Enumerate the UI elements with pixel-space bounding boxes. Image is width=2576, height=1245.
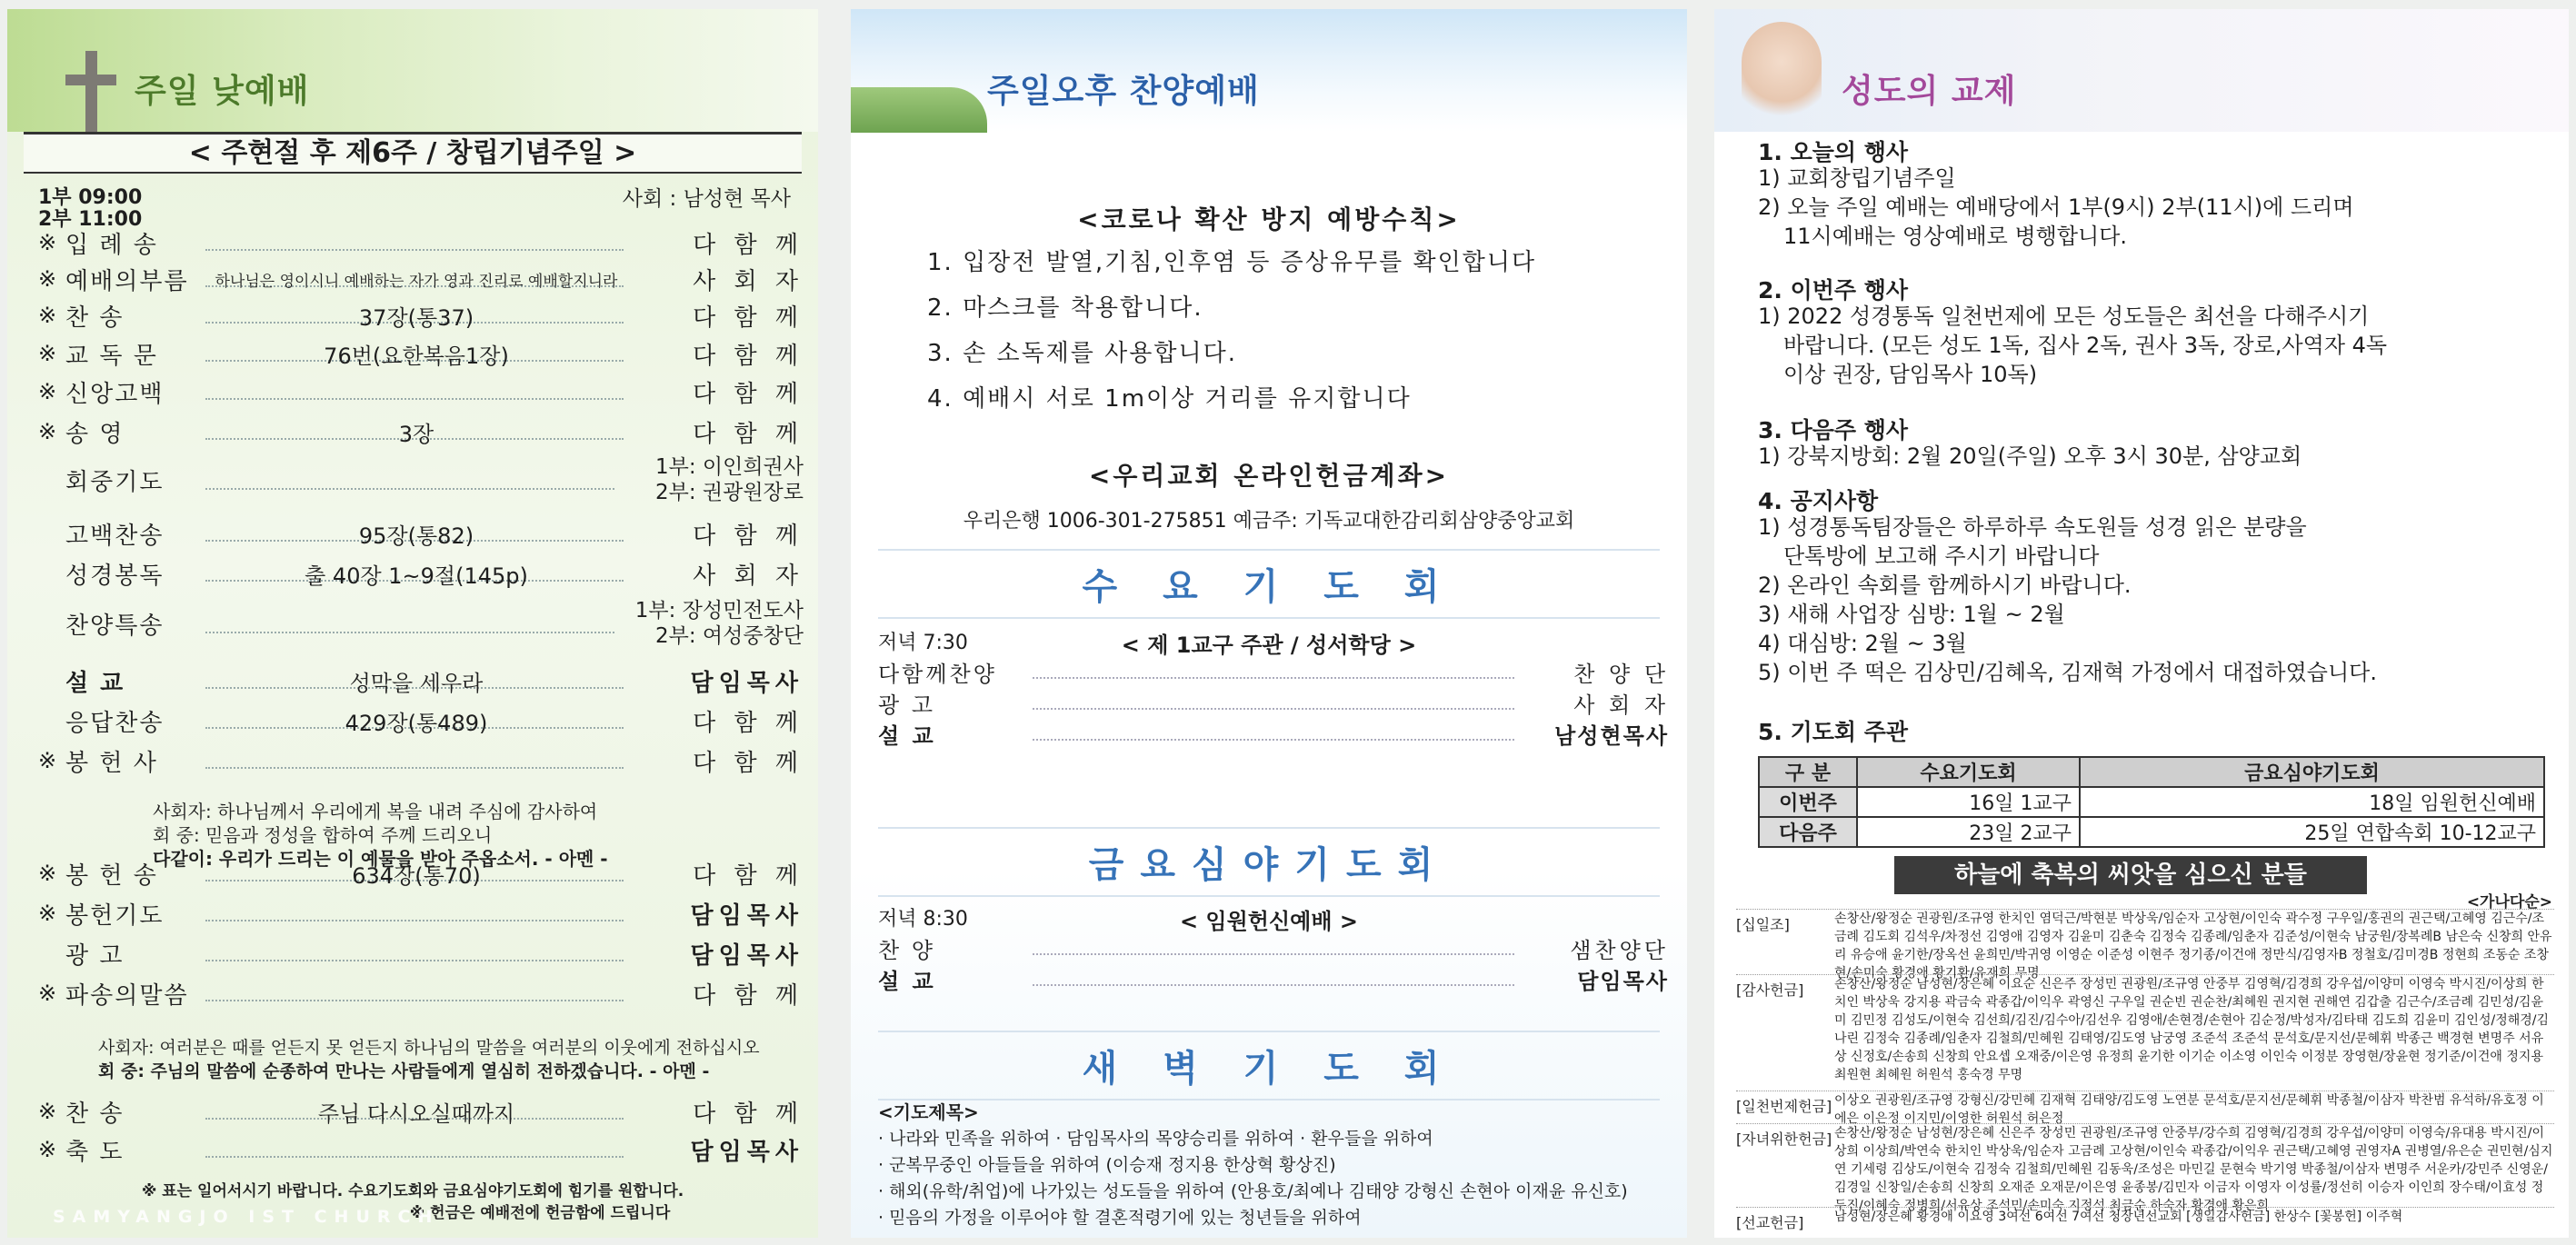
order-item-leader: 사 회 자 — [693, 562, 804, 590]
order-row — [38, 662, 804, 700]
afternoon-worship-panel — [851, 9, 1687, 1238]
order-item-name: 설 교 — [65, 669, 125, 697]
order-item-name: 축 도 — [65, 1138, 125, 1166]
order-item-name: 신앙고백 — [65, 380, 165, 408]
order-row — [38, 224, 804, 262]
order-row — [38, 702, 804, 740]
stand-mark: ※ — [38, 1099, 57, 1124]
order-item-name: 성경봉독 — [65, 562, 165, 590]
friday-prayer-title: 금요심야기도회 — [878, 827, 1660, 897]
prayer-topics: <기도제목> · 나라와 민족을 위하여 · 담임목사의 목양승리를 위하여 · 환우들을 위하여 · 군복무중인 아들들을 위하여 (이승재 정지용 한상혁 황상진) · 해외(유학/취업)에 나가있는 성도들을 위하여 (안용호/최예나 김태양 강형신 손현아 이재윤 유신호) · 믿음의 가정을 이루어야 할 결혼적령기에 있는 청년들을 위하여 — [878, 1101, 1628, 1228]
order-row — [38, 413, 804, 451]
friday-row: 설 교 담임목사 — [878, 968, 1669, 994]
order-row — [38, 598, 804, 649]
order-item-name: 입 례 송 — [65, 231, 158, 259]
order-row — [38, 514, 804, 553]
order-item-name: 봉헌기도 — [65, 901, 165, 930]
order-row — [38, 554, 804, 593]
order-item-name: 파송의말씀 — [65, 981, 189, 1010]
order-item-leader: 다 함 께 — [693, 304, 804, 332]
offering-category: [선교헌금] — [1736, 1214, 1804, 1231]
order-item-name: 찬 송 — [65, 304, 125, 332]
account-info: 우리은행 1006-301-275851 예금주: 기독교대한감리회삼양중앙교회 — [963, 510, 1575, 533]
order-item-leader: 다 함 께 — [693, 749, 804, 777]
stand-mark: ※ — [38, 861, 57, 886]
offering-names: 이상오 권광원/조규영 강형신/강민혜 김재혁 김태양/김도영 노연분 문석호/문지선/문혜휘 박종철/이삼자 박찬범 유석하/유호정 이에은 이은정 이지민/이영한 허원석 허은정 — [1834, 1093, 2544, 1126]
order-item-leader: 담임목사 — [690, 1138, 804, 1166]
table-header-row: 구 분 수요기도회 금요심야기도회 — [1759, 757, 2544, 787]
order-item-detail: 76번(요한복음1장) — [324, 343, 509, 369]
section-text: 1) 강북지방회: 2월 20일(주일) 오후 3시 30분, 삼양교회 — [1758, 443, 2302, 469]
offering-names: 손창산/왕정순 남성현/장은혜 이요순 신은주 장성민 권광원/조규영 안중부 김영혁/김경희 강우섭/이양미 이영숙 박시진/이상희 한치인 박상욱 강지용 곽금숙 곽종갑/이익우 곽영신 구우일 권순빈 권순찬/최혜원 권지현 권해연 김갑출 김근수/조금례 김민성/김윤미 김민정 김성도/이현숙 김선희/김진/김수아/김선우 김영애/손현경/손현아 김순정/박성자/김타태 김도희 김윤미 김인성/정해경/김나린 김정숙 김종례/임춘자 김철희/민혜원 김태영/김도영 남궁영 조준석 조준석 문석호/문지선/문혜휘 박종근 백경현 변명주 서유상 신정호/손송희 신창희 안요셉 오재중/이은영 유정희 윤기한 이기순 이소영 이인숙 이정분 장영현/장윤현 정기준/이건애 정지용 최원현 최혜원 허원석 홍숙경 무명 — [1834, 977, 2550, 1082]
stand-mark: ※ — [38, 419, 57, 444]
stand-mark: ※ — [38, 266, 57, 292]
stand-mark: ※ — [38, 341, 57, 366]
stand-mark: ※ — [38, 1137, 57, 1162]
order-row — [38, 974, 804, 1012]
section-text: 1) 2022 성경통독 일천번제에 모든 성도들은 최선을 다해주시기 바랍니다. (모든 성도 1독, 집사 2독, 권사 3독, 장로,사역자 4독 이상 권장, 담임목사 10독) — [1758, 304, 2388, 387]
section-heading: 3. 다음주 행사 — [1758, 417, 1909, 443]
order-item-name: 교 독 문 — [65, 342, 158, 370]
church-watermark: SAMYANGJO IST CHURCH — [53, 1207, 440, 1227]
friday-time: 저녁 8:30 — [878, 908, 968, 931]
order-item-name: 찬양특송 — [65, 612, 165, 640]
order-item-name: 봉 헌 송 — [65, 862, 158, 890]
order-row — [38, 1092, 804, 1130]
panel-title: 주일 낮예배 — [135, 73, 310, 110]
order-item-leader: 담임목사 — [690, 901, 804, 930]
order-item-name: 송 영 — [65, 420, 125, 448]
covid-rule: 4. 예배시 서로 1m이상 거리를 유지합니다 — [927, 385, 1412, 413]
sending-litany: 사회자: 여러분은 때를 얻든지 못 얻든지 하나님의 말씀을 여러분의 이웃에게 전하십시오 회 중: 주님의 말씀에 순종하여 만나는 사람들에게 열심히 전하겠습니다. - 아멘 - — [98, 1038, 760, 1081]
order-item-name: 예배의부름 — [65, 267, 189, 295]
order-item-leader: 1부: 이인희권사 2부: 권광원장로 — [654, 455, 804, 504]
panel-title: 주일오후 찬양예배 — [987, 73, 1260, 110]
offering-names: 손창산/왕정순 남성현/장은혜 신은주 장성민 권광원/조규영 안중부/강수희 김영혁/김경희 강우섭/이양미 이영숙/유대용 박시진/이상희 이상희/박연숙 한치인 박상욱/임순자 고금례 고상현/이인숙 곽종갑/이익우 권근택/고혜영 권영자A 권병열/유은순 권민현/심지연 기세령 김상도/이현숙 김정숙 김철희/민혜원 김동욱/조성은 마민길 문현숙 박기영 박종철/이삼자 변명주 서운카/강민주 신영운/김경일 신창일/손송희 신창희 오재준 오재문/이은영 윤종봉/김민자 이금자 이영자 이성률/정선히 이승자 이인희 장수태/이효성 정두진/이혜숙 정병희/서유상 조석민/손미숙 지정석 최금순 하숙자 황경애 황은희 — [1834, 1126, 2553, 1213]
offering-litany: 사회자: 하나님께서 우리에게 복을 내려 주심에 감사하여 회 중: 믿음과 정성을 합하여 주께 드리오니 다같이: 우리가 드리는 이 예물을 받아 주옵소서. - 아멘 - — [153, 801, 608, 870]
stand-mark: ※ — [38, 981, 57, 1006]
offering-category: [일천번제헌금] — [1736, 1098, 1832, 1115]
wednesday-prayer-title: 수 요 기 도 회 — [878, 549, 1660, 619]
wednesday-caption: < 제 1교구 주관 / 성서학당 > — [1121, 632, 1417, 658]
order-item-leader: 다 함 께 — [693, 1100, 804, 1128]
order-item-detail: 634장(통70) — [352, 862, 481, 889]
order-item-leader: 다 함 께 — [693, 981, 804, 1010]
table-row: 이번주 16일 1교구 18일 임원헌신예배 — [1759, 787, 2544, 817]
section-text: 1) 교회창립기념주일 2) 오늘 주일 예배는 예배당에서 1부(9시) 2부(11시)에 드리며 11시예배는 영상예배로 병행합니다. — [1758, 165, 2354, 249]
covid-rule: 2. 마스크를 착용합니다. — [927, 294, 1203, 322]
offering-category: [감사헌금] — [1736, 981, 1804, 999]
service-time-2: 2부 11:00 — [38, 208, 143, 231]
panel-header — [851, 9, 1687, 132]
praying-hands-image — [1742, 22, 1822, 122]
friday-caption: < 임원헌신예배 > — [1179, 909, 1359, 934]
order-item-leader: 사 회 자 — [693, 267, 804, 295]
offering-list-item — [1736, 1207, 2554, 1232]
order-row — [38, 260, 804, 298]
order-row — [38, 894, 804, 932]
order-item-leader: 다 함 께 — [693, 342, 804, 370]
account-title: <우리교회 온라인헌금계좌> — [1088, 461, 1450, 491]
order-item-leader: 다 함 께 — [693, 709, 804, 737]
order-item-name: 광 고 — [65, 941, 125, 970]
order-item-name: 찬 송 — [65, 1100, 125, 1128]
covid-title: <코로나 확산 방지 예방수칙> — [1077, 204, 1461, 234]
wednesday-row: 광 고 사 회 자 — [878, 692, 1669, 718]
order-row — [38, 373, 804, 411]
order-item-leader: 1부: 장성민전도사 2부: 여성중창단 — [634, 599, 804, 648]
order-item-detail: 3장 — [398, 421, 434, 447]
order-row — [38, 454, 804, 505]
order-row — [38, 334, 804, 373]
cross-icon — [65, 51, 116, 138]
order-item-leader: 다 함 께 — [693, 420, 804, 448]
offering-category: [십일조] — [1736, 916, 1790, 933]
offering-banner: 하늘에 축복의 씨앗을 심으신 분들 — [1894, 856, 2367, 894]
sunday-worship-panel — [7, 9, 818, 1238]
offering-list-item — [1736, 1123, 2554, 1215]
order-row — [38, 742, 804, 780]
order-item-leader: 다 함 께 — [693, 862, 804, 890]
covid-rule: 1. 입장전 발열,기침,인후염 등 증상유무를 확인합니다 — [927, 249, 1537, 276]
order-item-leader: 담임목사 — [690, 941, 804, 970]
panel-header — [7, 9, 818, 132]
order-item-detail: 37장(통37) — [358, 304, 474, 331]
section-text: 1) 성경통독팀장들은 하루하루 속도원들 성경 읽은 분량을 단톡방에 보고해 주시기 바랍니다 2) 온라인 속회를 함께하시기 바랍니다. 3) 새해 사업장 심방: 1월 ~ 2월 4) 대심방: 2월 ~ 3월 5) 이번 주 떡은 김상민/김혜옥, 김재혁 가정에서 대접하였습니다. — [1758, 514, 2377, 685]
order-item-leader: 다 함 께 — [693, 380, 804, 408]
offering-names: 손창산/왕정순 권광원/조규영 한치인 염덕근/박현분 박상욱/임순자 고상현/이인숙 곽수정 구우일/홍권의 권근택/고혜영 김근수/조금례 김도회 김석우/차정선 김영애 김영자 김윤미 김춘숙 김정숙 김종례/임춘자 김준성/이현숙 남궁원/장복례B 남은숙 신창희 안유리 유승애 윤기한/장옥선 윤희민/박귀영 이영순 이준성 이현주 정기종/이건애 정만식/김영자B 정철호/김미경B 정현희 조동순 조창현/손미숙 황경애 황기환/유재희 무명 — [1834, 911, 2552, 981]
order-row — [38, 1130, 804, 1169]
order-item-name: 봉 헌 사 — [65, 749, 158, 777]
order-item-leader: 다 함 께 — [693, 231, 804, 259]
service-time-1: 1부 09:00 — [38, 186, 143, 209]
stand-mark: ※ — [38, 230, 57, 255]
order-item-leader: 담임목사 — [690, 669, 804, 697]
order-item-name: 응답찬송 — [65, 709, 165, 737]
wednesday-row: 다함께찬양 찬 양 단 — [878, 661, 1669, 687]
order-item-name: 고백찬송 — [65, 522, 165, 550]
offering-category: [자녀위한헌금] — [1736, 1130, 1832, 1148]
wednesday-time: 저녁 7:30 — [878, 632, 968, 654]
meadow-image — [851, 87, 987, 133]
stand-mark: ※ — [38, 303, 57, 328]
sort-order-note: <가나다순> — [2466, 893, 2552, 911]
order-item-detail: 하나님은 영이시니 예배하는 자가 영과 진리로 예배할지니라 — [215, 272, 618, 291]
panel-header — [1714, 9, 2569, 132]
order-item-detail: 주님 다시오실때까지 — [317, 1101, 515, 1127]
section-heading: 1. 오늘의 행사 — [1758, 139, 1909, 165]
dawn-prayer-title: 새 벽 기 도 회 — [878, 1031, 1660, 1101]
order-row — [38, 296, 804, 334]
offering-list-item — [1736, 909, 2554, 982]
stand-mark: ※ — [38, 901, 57, 926]
table-row: 다음주 23일 2교구 25일 연합속회 10-12교구 — [1759, 817, 2544, 847]
prayer-leader-table — [1758, 756, 2545, 848]
order-item-detail: 95장(통82) — [358, 523, 474, 549]
order-item-name: 회중기도 — [65, 468, 165, 496]
section-heading: 4. 공지사항 — [1758, 488, 1879, 514]
order-item-detail: 429장(통489) — [344, 710, 488, 736]
offering-list-item — [1736, 1091, 2554, 1128]
covid-rule: 3. 손 소독제를 사용합니다. — [927, 340, 1238, 367]
footnote-stand: ※ 표는 일어서시기 바랍니다. 수요기도회와 금요심야기도회에 힘기를 원합니다. — [141, 1182, 684, 1200]
order-item-detail: 출 40장 1~9절(145p) — [305, 563, 528, 589]
presider: 사회 : 남성현 목사 — [622, 187, 791, 211]
section-heading: 5. 기도회 주관 — [1758, 719, 1909, 745]
wednesday-row: 설 교 남성현목사 — [878, 722, 1669, 749]
fellowship-panel — [1714, 9, 2569, 1238]
order-item-detail: 성막을 세우라 — [349, 670, 484, 696]
friday-row: 찬 양 샘찬양단 — [878, 937, 1669, 963]
order-row — [38, 934, 804, 972]
footnote-offering: ※ 헌금은 예배전에 헌금함에 드립니다 — [409, 1204, 671, 1222]
offering-names: 남성현/장은혜 황경애 이요영 3여선 6여선 7여선 청장년선교회 [생일감사헌금] 한상수 [꽃봉헌] 이주혁 — [1834, 1210, 2403, 1224]
order-item-leader: 다 함 께 — [693, 522, 804, 550]
stand-mark: ※ — [38, 379, 57, 404]
panel-title: 성도의 교제 — [1842, 73, 2017, 110]
stand-mark: ※ — [38, 748, 57, 773]
service-subtitle: < 주현절 후 제6주 / 창립기념주일 > — [24, 132, 802, 174]
offering-list-item — [1736, 974, 2554, 1084]
section-heading: 2. 이번주 행사 — [1758, 277, 1909, 304]
